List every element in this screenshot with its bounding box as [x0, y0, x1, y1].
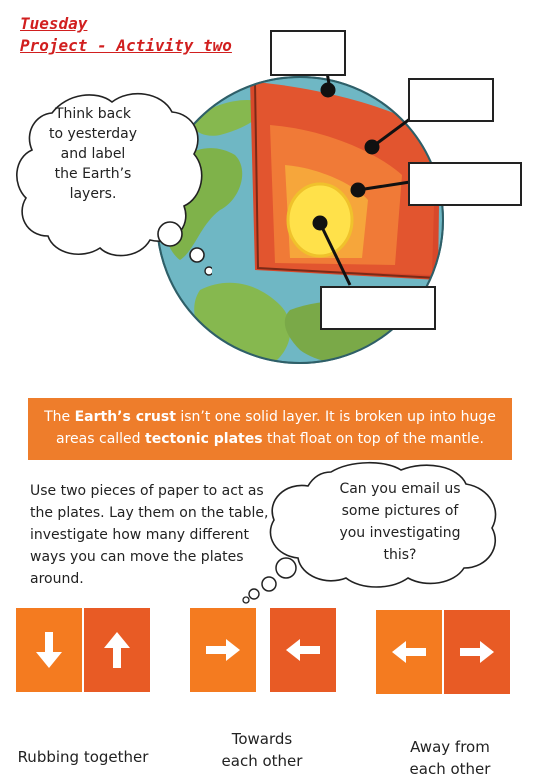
arrow-left-icon — [286, 639, 320, 661]
arrow-down-icon — [36, 632, 62, 668]
thought-line: Can you email us — [339, 481, 461, 497]
label-box-inner-core[interactable] — [320, 286, 436, 330]
caption-line: Away from — [410, 738, 490, 756]
thought-bubble-2-text — [330, 478, 470, 566]
caption-line: each other — [221, 752, 303, 770]
card-rubbing-left-tile — [16, 608, 82, 692]
banner-text: isn’t one solid layer. It is broken up into huge areas called — [56, 409, 496, 447]
thought-line: layers. — [69, 186, 117, 202]
page-heading-activity: Project - Activity two — [20, 36, 232, 55]
caption-rubbing-together — [10, 746, 156, 768]
thought-line: the Earth’s — [54, 166, 132, 182]
card-away-right-tile — [444, 610, 510, 694]
banner-text: that float on top of the mantle. — [262, 431, 484, 447]
caption-towards-each-other — [196, 728, 328, 772]
card-away-left-tile — [376, 610, 442, 694]
thought-line: some pictures of — [341, 503, 459, 519]
activity-instructions: Use two pieces of paper to act as the plates. Lay them on the table, investigate how many different ways you can move the plates around. — [30, 483, 269, 587]
arrow-up-icon — [104, 632, 130, 668]
thought-line: to yesterday — [48, 126, 138, 142]
thought-line: this? — [383, 547, 417, 563]
label-box-mantle[interactable] — [408, 78, 494, 122]
thought-line: Think back — [54, 106, 131, 122]
card-towards-left-tile — [190, 608, 256, 692]
thought-line: and label — [60, 146, 126, 162]
page-heading-day: Tuesday — [20, 14, 88, 33]
arrow-right-icon — [206, 639, 240, 661]
banner-bold-term: Earth’s crust — [74, 409, 176, 425]
arrow-right-icon — [460, 641, 494, 663]
thought-line: you investigating — [339, 525, 461, 541]
thought-bubble-1-text — [30, 104, 156, 204]
caption-line: Towards — [231, 730, 293, 748]
caption-away-from-each-other — [392, 736, 508, 780]
label-box-outer-core[interactable] — [408, 162, 522, 206]
tectonic-plates-banner — [28, 398, 512, 460]
banner-text: The — [44, 409, 75, 425]
caption-line: Rubbing together — [17, 748, 149, 766]
arrow-left-icon — [392, 641, 426, 663]
card-towards-right-tile — [270, 608, 336, 692]
banner-bold-term: tectonic plates — [145, 431, 263, 447]
caption-line: each other — [409, 760, 491, 778]
label-box-crust[interactable] — [270, 30, 346, 76]
card-rubbing-right-tile — [84, 608, 150, 692]
